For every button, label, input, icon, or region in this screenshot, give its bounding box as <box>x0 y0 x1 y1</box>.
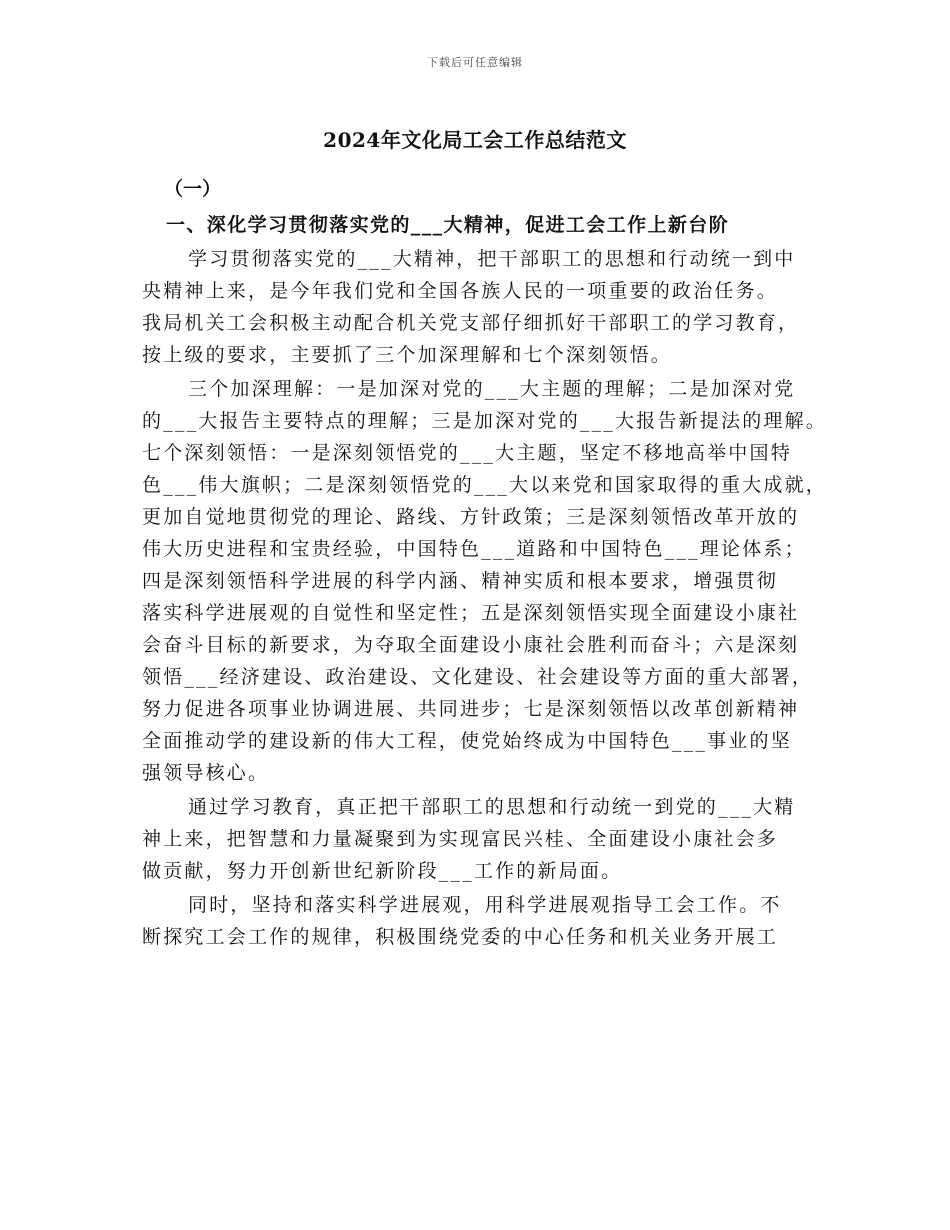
paragraph-line: 央精神上来，是今年我们党和全国各族人民的一项重要的政治任务。 <box>142 280 779 302</box>
paragraph-line: 同时，坚持和落实科学进展观，用科学进展观指导工会工作。不 <box>188 894 782 916</box>
paragraph-line: 的___大报告主要特点的理解；三是加深对党的___大报告新提法的理解。 <box>142 410 828 432</box>
section-number: （一） <box>164 178 222 200</box>
paragraph-line: 学习贯彻落实党的___大精神，把干部职工的思想和行动统一到中 <box>188 248 796 270</box>
paragraph-line: 做贡献，努力开创新世纪新阶段___工作的新局面。 <box>142 860 623 882</box>
paragraph-line: 强领导核心。 <box>142 762 270 784</box>
paragraph-line: 更加自觉地贯彻党的理论、路线、方针政策；三是深刻领悟改革开放的 <box>142 506 800 528</box>
paragraph-line: 努力促进各项事业协调进展、共同进步；七是深刻领悟以改革创新精神 <box>142 698 800 720</box>
paragraph-line: 我局机关工会积极主动配合机关党支部仔细抓好干部职工的学习教育， <box>142 312 800 334</box>
paragraph-line: 领悟___经济建设、政治建设、文化建设、社会建设等方面的重大部署， <box>142 666 814 688</box>
document-body <box>142 243 828 953</box>
header-note: 下载后可任意编辑 <box>427 56 523 69</box>
paragraph-line: 神上来，把智慧和力量凝聚到为实现富民兴桂、全面建设小康社会多 <box>142 828 779 850</box>
document-title: 2024年文化局工会工作总结范文 <box>323 128 627 152</box>
section-heading: 一、深化学习贯彻落实党的___大精神，促进工会工作上新台阶 <box>166 214 730 236</box>
paragraph-line: 七个深刻领悟：一是深刻领悟党的___大主题，坚定不移地高举中国特 <box>142 442 792 464</box>
paragraph-line: 色___伟大旗帜；二是深刻领悟党的___大以来党和国家取得的重大成就， <box>142 474 828 496</box>
paragraph-line: 伟大历史进程和宝贵经验，中国特色___道路和中国特色___理论体系； <box>142 538 806 560</box>
paragraph-line: 全面推动学的建设新的伟大工程，使党始终成为中国特色___事业的坚 <box>142 730 792 752</box>
paragraph-line: 四是深刻领悟科学进展的科学内涵、精神实质和根本要求，增强贯彻 <box>142 570 779 592</box>
paragraph-line: 会奋斗目标的新要求，为夺取全面建设小康社会胜利而奋斗；六是深刻 <box>142 634 800 656</box>
paragraph-line: 三个加深理解：一是加深对党的___大主题的理解；二是加深对党 <box>188 378 796 400</box>
paragraph-line: 落实科学进展观的自觉性和坚定性；五是深刻领悟实现全面建设小康社 <box>142 602 800 624</box>
paragraph-line: 通过学习教育，真正把干部职工的思想和行动统一到党的___大精 <box>188 796 796 818</box>
paragraph-line: 按上级的要求，主要抓了三个加深理解和七个深刻领悟。 <box>142 344 673 366</box>
paragraph-line: 断探究工会工作的规律，积极围绕党委的中心任务和机关业务开展工 <box>142 926 779 948</box>
